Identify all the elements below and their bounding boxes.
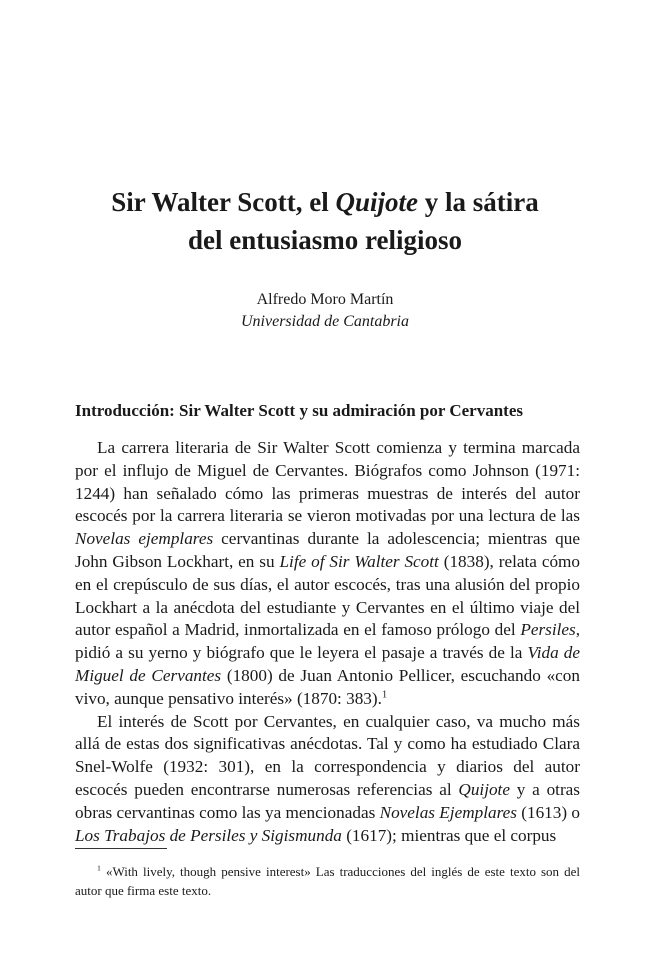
title-line-2: del entusiasmo religioso (187, 225, 462, 255)
footnote (75, 862, 580, 900)
author-name: Alfredo Moro Martín (256, 291, 394, 308)
section-heading: Introducción: Sir Walter Scott y su admiración por Cervantes (75, 401, 523, 420)
title-italic-quijote: Quijote (335, 187, 418, 217)
author-affiliation: Universidad de Cantabria (241, 313, 409, 330)
article-title (60, 183, 590, 259)
footnote-reference[interactable]: 1 (381, 689, 388, 701)
footnote-text: «With lively, though pensive interest» Las traducciones del inglés de este texto son del autor que firma este texto. (75, 864, 580, 898)
paragraph-1: La carrera literaria de Sir Walter Scott comienza y termina marcada por el influjo de Miguel de Cervantes. Biógrafos como Johnson (1971: 1244) han señalado cómo las primeras muestras de interés del autor escocés por la carrera literaria se vieron motivadas por una lectura de las Novelas ejemplares cervantinas durante la adolescencia; mientras que John Gibson Lockhart, en su Life of Sir Walter Scott (1838), relata cómo en el crepúsculo de sus días, el autor escocés, tras una alusión del propio Lockhart a la anécdota del estudiante y Cervantes en el último viaje del autor español a Madrid, inmortalizada en el famoso prólogo del Persiles, pidió a su yerno y biógrafo que le leyera el pasaje a través de la Vida de Miguel de Cervantes (1800) de Juan Antonio Pellicer, escuchando «con vivo, aunque pensativo interés» (1870: 383).$^1$ (75, 438, 580, 708)
body-text (75, 437, 580, 847)
paragraph-2: El interés de Scott por Cervantes, en cualquier caso, va mucho más allá de estas dos significativas anécdotas. Tal y como ha estudiado Clara Snel-Wolfe (1932: 301), en la correspondencia y diarios del autor escocés pueden encontrarse numerosas referencias al Quijote y a otras obras cervantinas como las ya mencionadas Novelas Ejemplares (1613) o Los Trabajos de Persiles y Sigismunda (1617); mientras que el corpus (75, 711, 580, 845)
footnote-divider (75, 848, 167, 849)
footnote-number: 1 (97, 863, 101, 873)
title-line-1: Sir Walter Scott, el Quijote y la sátira (111, 187, 539, 217)
